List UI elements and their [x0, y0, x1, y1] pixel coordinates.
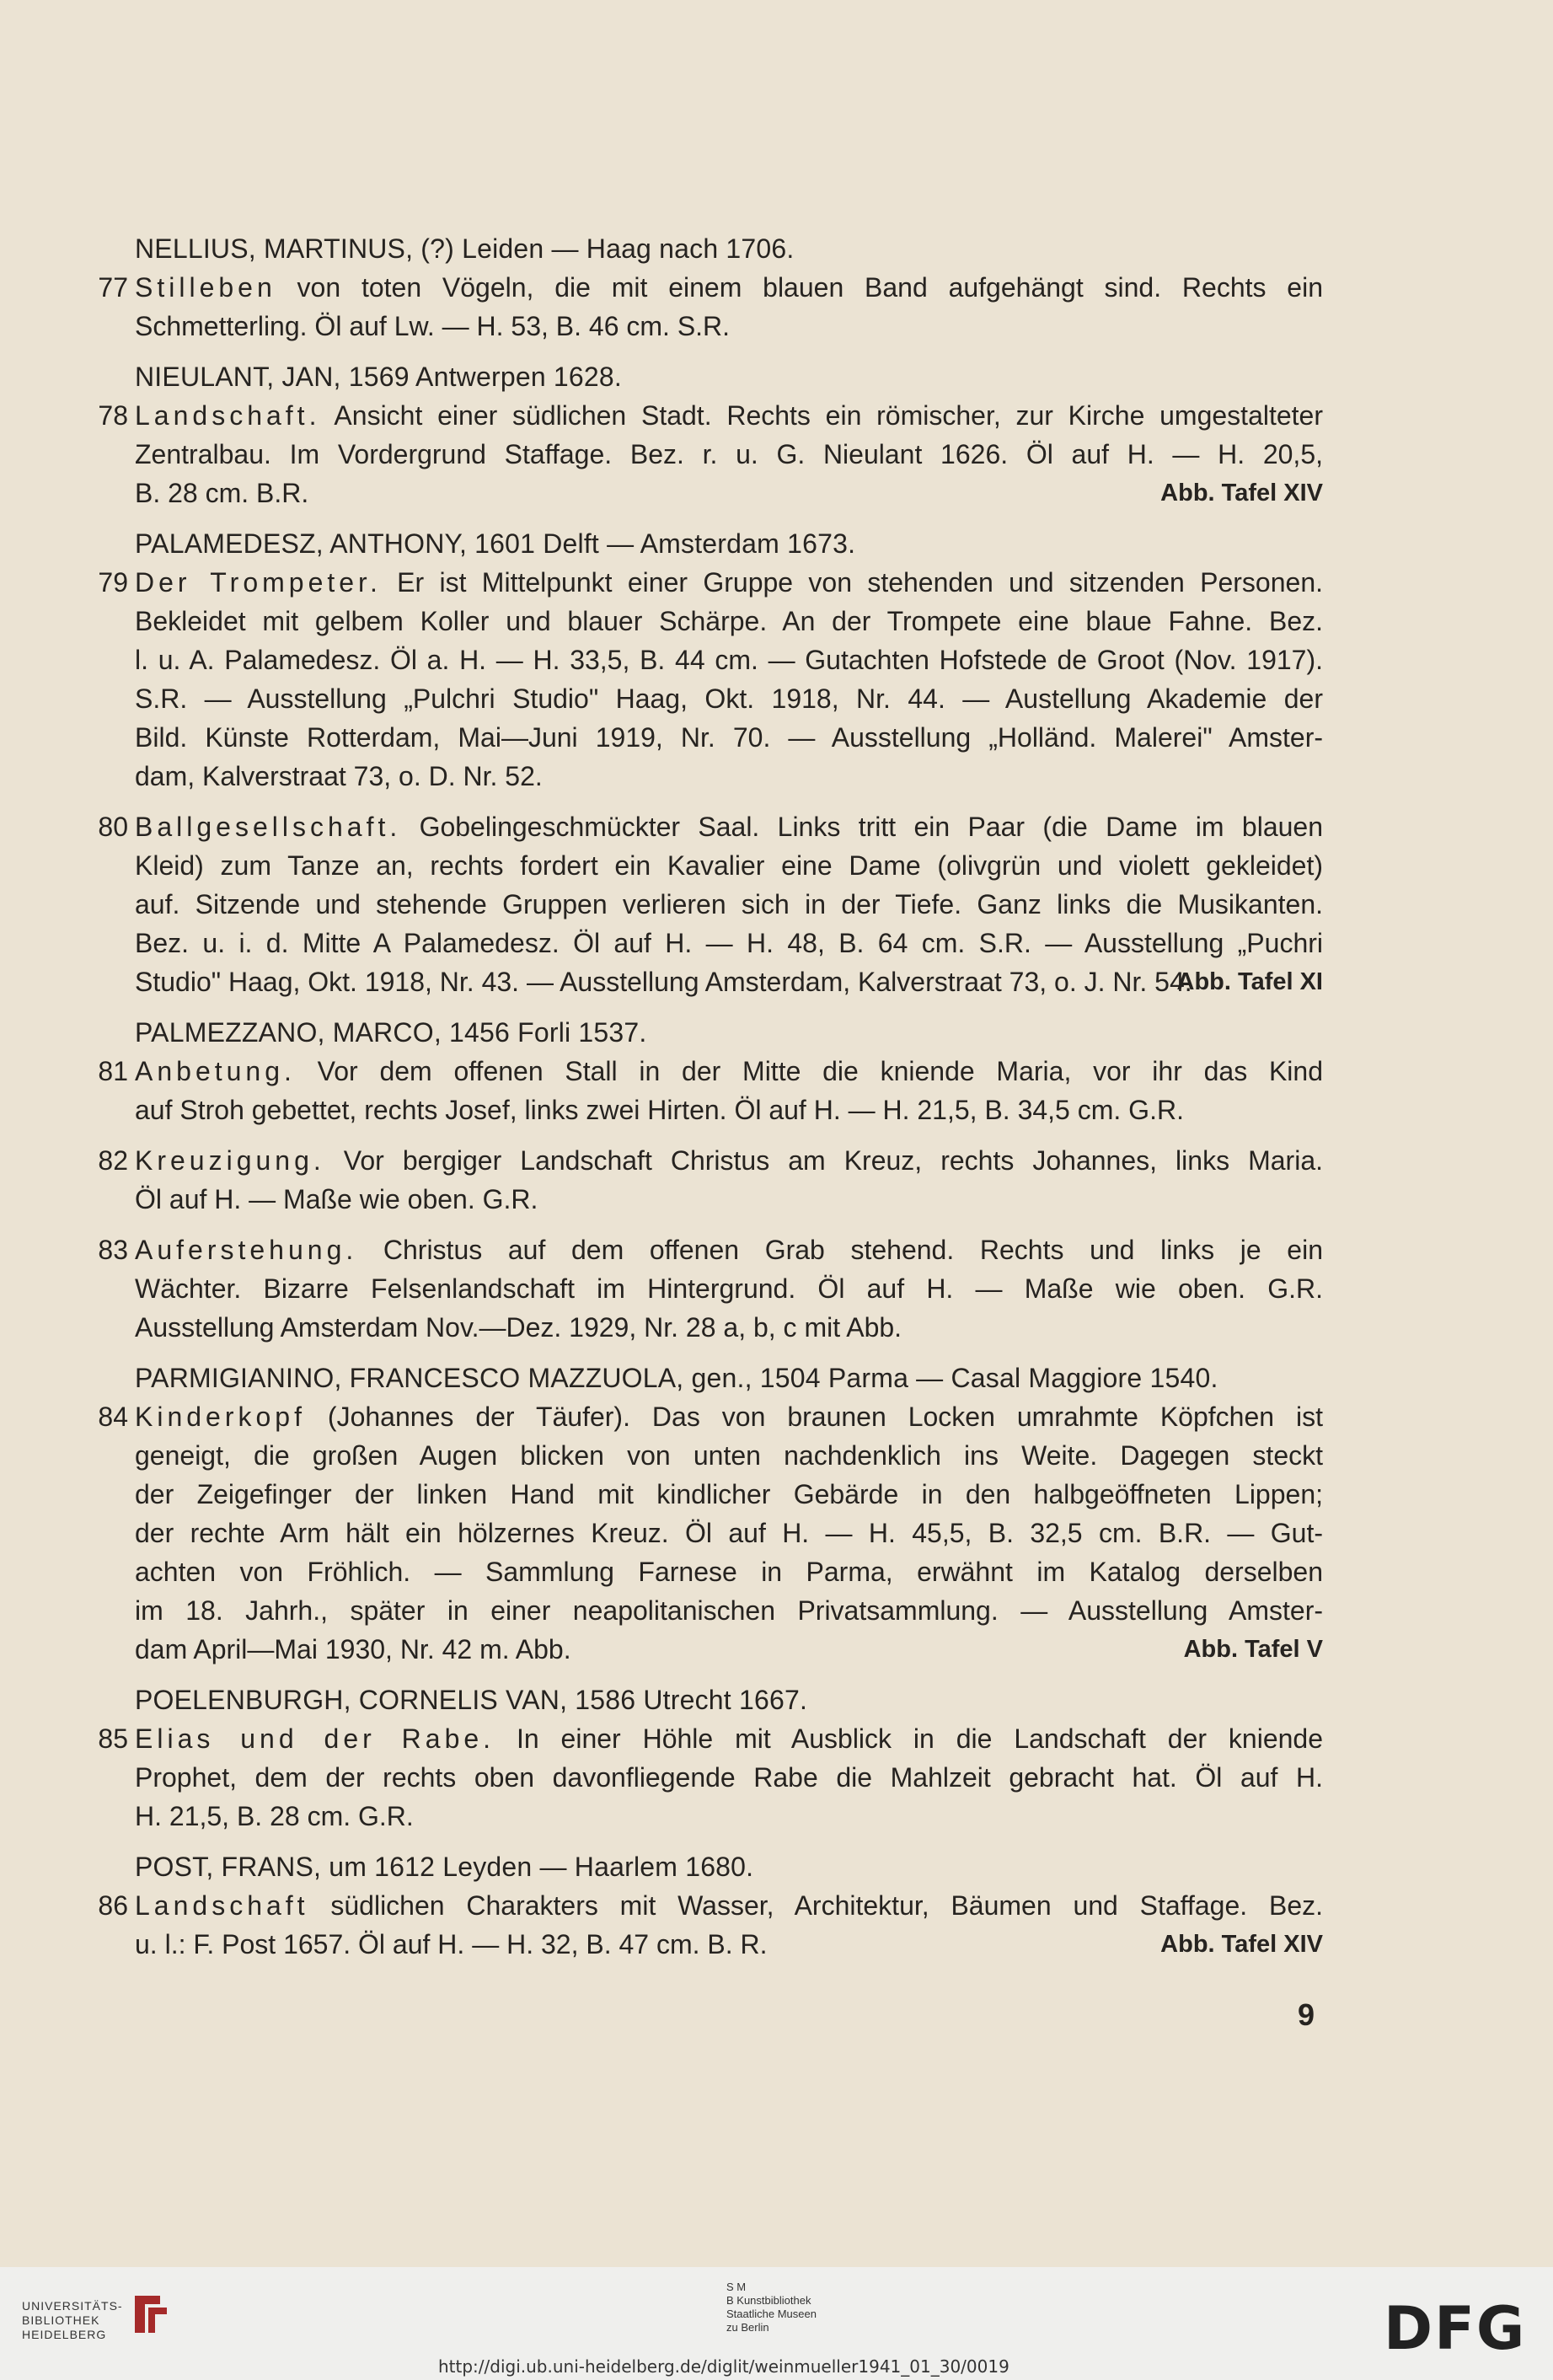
artist-heading: PARMIGIANINO, FRANCESCO MAZZUOLA, gen., 1504 Parma — Casal Maggiore 1540.	[135, 1363, 1218, 1393]
entry-text: S.R. — Ausstellung „Pulchri Studio" Haag, Okt. 1918, Nr. 44. — Austellung Akademie der	[135, 683, 1323, 714]
entry-title: Landschaft	[135, 1890, 309, 1921]
entry-line	[135, 474, 1323, 512]
entry-line	[135, 1925, 1323, 1964]
ub-heidelberg-logo-icon	[126, 2289, 295, 2340]
catalog-entry	[98, 396, 1323, 512]
entry-line	[135, 268, 1323, 307]
entry-title: Auferstehung.	[135, 1235, 358, 1265]
plate-reference: Abb. Tafel XI	[1176, 968, 1323, 995]
entry-line	[135, 1141, 1323, 1180]
entry-title: Landschaft.	[135, 400, 321, 431]
catalog-content	[98, 229, 1324, 1975]
lot-number: 85	[98, 1723, 128, 1754]
entry-title: Der Trompeter.	[135, 567, 382, 598]
entry-line	[135, 807, 1323, 846]
entry-line	[135, 435, 1323, 474]
entry-line	[135, 757, 1323, 796]
entry-text: geneigt, die großen Augen blicken von unten nachdenklich ins Weite. Dagegen steckt	[135, 1440, 1323, 1471]
plate-reference: Abb. Tafel XIV	[1160, 480, 1323, 507]
entry-text: der Zeigefinger der linken Hand mit kindlicher Gebärde in den halbgeöffneten Lippen;	[135, 1479, 1323, 1509]
entry-text: B. 28 cm. B.R.	[135, 478, 309, 508]
entry-text: Bild. Künste Rotterdam, Mai—Juni 1919, Nr. 70. — Ausstellung „Holländ. Malerei" Amster-	[135, 722, 1323, 753]
entry-text: Prophet, dem der rechts oben davonfliegende Rabe die Mahlzeit gebracht hat. Öl auf H.	[135, 1762, 1323, 1793]
entry-title: Elias und der Rabe.	[135, 1723, 495, 1754]
smb-kunstbibliothek-label[interactable]	[726, 2281, 817, 2334]
permalink-url[interactable]: http://digi.ub.uni-heidelberg.de/diglit/weinmueller1941_01_30/0019	[438, 2356, 1009, 2377]
sm-line: Staatliche Museen	[726, 2308, 817, 2320]
entry-text: auf Stroh gebettet, rechts Josef, links zwei Hirten. Öl auf H. — H. 21,5, B. 34,5 cm. G.R.	[135, 1095, 1184, 1125]
artist-heading: POELENBURGH, CORNELIS VAN, 1586 Utrecht 1667.	[135, 1685, 808, 1715]
entry-text: Christus auf dem offenen Grab stehend. Rechts und links je ein	[357, 1235, 1323, 1265]
entry-text: Zentralbau. Im Vordergrund Staffage. Bez. r. u. G. Nieulant 1626. Öl auf H. — H. 20,5,	[135, 439, 1323, 469]
lot-number: 80	[98, 812, 128, 842]
lot-number: 82	[98, 1145, 128, 1176]
entry-line	[135, 1475, 1323, 1514]
entry-line	[135, 1591, 1323, 1630]
catalog-entry	[98, 1719, 1324, 1836]
artist-heading: PALMEZZANO, MARCO, 1456 Forli 1537.	[135, 1017, 647, 1048]
ub-heidelberg-label[interactable]	[22, 2299, 123, 2342]
artist-heading: NELLIUS, MARTINUS, (?) Leiden — Haag nach 1706.	[135, 233, 795, 264]
entry-title: Kreuzigung.	[135, 1145, 325, 1176]
entry-line	[135, 885, 1323, 924]
entry-text: achten von Fröhlich. — Sammlung Farnese in Parma, erwähnt im Katalog derselben	[135, 1557, 1323, 1587]
entry-line	[135, 1886, 1323, 1925]
lot-number: 77	[98, 272, 128, 303]
entry-text: Bekleidet mit gelbem Koller und blauer Schärpe. An der Trompete eine blaue Fahne. Bez.	[135, 606, 1323, 636]
entry-text: von toten Vögeln, die mit einem blauen Band aufgehängt sind. Rechts ein	[276, 272, 1323, 303]
sm-line: B Kunstbibliothek	[726, 2294, 811, 2307]
entry-line	[135, 1758, 1323, 1797]
entry-text: Öl auf H. — Maße wie oben. G.R.	[135, 1184, 538, 1214]
catalog-entry	[98, 563, 1324, 796]
entry-line	[135, 1269, 1323, 1308]
entry-line	[135, 563, 1323, 602]
entry-line	[135, 1797, 1323, 1836]
entry-line	[135, 1091, 1323, 1129]
entry-line	[135, 1436, 1323, 1475]
entry-text: Er ist Mittelpunkt einer Gruppe von stehenden und sitzenden Personen.	[381, 567, 1324, 598]
entry-line	[135, 1719, 1323, 1758]
entry-text: Vor bergiger Landschaft Christus am Kreuz, rechts Johannes, links Maria.	[324, 1145, 1323, 1176]
entry-text: Wächter. Bizarre Felsenlandschaft im Hintergrund. Öl auf H. — Maße wie oben. G.R.	[135, 1273, 1323, 1304]
entry-line	[135, 1230, 1323, 1269]
page-number: 9	[1298, 1997, 1315, 2032]
entry-line	[135, 1630, 1323, 1669]
catalog-entry	[98, 807, 1323, 1001]
entry-text: auf. Sitzende und stehende Gruppen verlieren sich in der Tiefe. Ganz links die Musikanten.	[135, 889, 1323, 919]
artist-heading: PALAMEDESZ, ANTHONY, 1601 Delft — Amsterdam 1673.	[135, 528, 856, 559]
entry-title: Anbetung.	[135, 1056, 296, 1086]
artist-heading: POST, FRANS, um 1612 Leyden — Haarlem 1680.	[135, 1852, 754, 1882]
entry-line	[135, 1180, 1323, 1219]
entry-title: Stilleben	[135, 272, 276, 303]
catalog-entry	[98, 1886, 1323, 1964]
artist-heading: NIEULANT, JAN, 1569 Antwerpen 1628.	[135, 362, 622, 392]
entry-text: Studio" Haag, Okt. 1918, Nr. 43. — Ausstellung Amsterdam, Kalverstraat 73, o. J. Nr. 54.	[135, 967, 1192, 997]
entry-line	[135, 962, 1323, 1001]
lot-number: 84	[98, 1402, 128, 1432]
ub-line: HEIDELBERG	[22, 2328, 107, 2341]
catalog-entry	[98, 268, 1323, 346]
entry-line	[135, 1397, 1323, 1436]
entry-text: südlichen Charakters mit Wasser, Architektur, Bäumen und Staffage. Bez.	[308, 1890, 1323, 1921]
entry-text: Kleid) zum Tanze an, rechts fordert ein Kavalier eine Dame (olivgrün und violett gekleidet)	[135, 850, 1323, 881]
entry-line	[135, 718, 1323, 757]
entry-line	[135, 641, 1323, 679]
entry-text: Ansicht einer südlichen Stadt. Rechts ein römischer, zur Kirche umgestalteter	[320, 400, 1323, 431]
entry-title: Kinderkopf	[135, 1402, 306, 1432]
entry-text: Vor dem offenen Stall in der Mitte die kniende Maria, vor ihr das Kind	[295, 1056, 1323, 1086]
sm-line: S M	[726, 2281, 747, 2293]
entry-text: dam, Kalverstraat 73, o. D. Nr. 52.	[135, 761, 543, 791]
entry-text: der rechte Arm hält ein hölzernes Kreuz. Öl auf H. — H. 45,5, B. 32,5 cm. B.R. — Gut-	[135, 1518, 1323, 1548]
lot-number: 79	[98, 567, 128, 598]
entry-text: u. l.: F. Post 1657. Öl auf H. — H. 32, B. 47 cm. B. R.	[135, 1929, 768, 1959]
catalog-entry	[98, 1230, 1323, 1347]
entry-text: dam April—Mai 1930, Nr. 42 m. Abb.	[135, 1634, 571, 1664]
catalog-entry	[98, 1397, 1323, 1669]
sm-line: zu Berlin	[726, 2321, 769, 2334]
catalog-entry	[98, 1141, 1323, 1219]
entry-text: Gobelingeschmückter Saal. Links tritt ein Paar (die Dame im blauen	[401, 812, 1323, 842]
entry-text: Ausstellung Amsterdam Nov.—Dez. 1929, Nr. 28 a, b, c mit Abb.	[135, 1312, 902, 1343]
catalog-entry	[98, 1052, 1323, 1129]
entry-line	[135, 924, 1323, 962]
entry-line	[135, 1552, 1323, 1591]
ub-line: UNIVERSITÄTS-	[22, 2299, 123, 2313]
entry-line	[135, 602, 1323, 641]
entry-line	[135, 679, 1323, 718]
plate-reference: Abb. Tafel XIV	[1160, 1931, 1323, 1958]
entry-line	[135, 307, 1323, 346]
entry-text: im 18. Jahrh., später in einer neapolitanischen Privatsammlung. — Ausstellung Amster-	[135, 1595, 1323, 1626]
entry-line	[135, 1052, 1323, 1091]
dfg-logo[interactable]: DFG	[1384, 2294, 1527, 2363]
ub-line: BIBLIOTHEK	[22, 2313, 100, 2327]
entry-text: (Johannes der Täufer). Das von braunen Locken umrahmte Köpfchen ist	[305, 1402, 1323, 1432]
entry-text: In einer Höhle mit Ausblick in die Landschaft der kniende	[495, 1723, 1324, 1754]
entry-line	[135, 846, 1323, 885]
entry-text: l. u. A. Palamedesz. Öl a. H. — H. 33,5, B. 44 cm. — Gutachten Hofstede de Groot (Nov. 1917).	[135, 645, 1323, 675]
entry-title: Ballgesellschaft.	[135, 812, 402, 842]
entry-line	[135, 1308, 1323, 1347]
lot-number: 81	[98, 1056, 128, 1086]
lot-number: 83	[98, 1235, 128, 1265]
lot-number: 78	[98, 400, 128, 431]
entry-text: Schmetterling. Öl auf Lw. — H. 53, B. 46 cm. S.R.	[135, 311, 731, 341]
lot-number: 86	[98, 1890, 128, 1921]
entry-text: H. 21,5, B. 28 cm. G.R.	[135, 1801, 414, 1831]
plate-reference: Abb. Tafel V	[1183, 1636, 1323, 1663]
entry-line	[135, 396, 1323, 435]
entry-text: Bez. u. i. d. Mitte A Palamedesz. Öl auf H. — H. 48, B. 64 cm. S.R. — Ausstellung „Puchri	[135, 928, 1323, 958]
entry-line	[135, 1514, 1323, 1552]
